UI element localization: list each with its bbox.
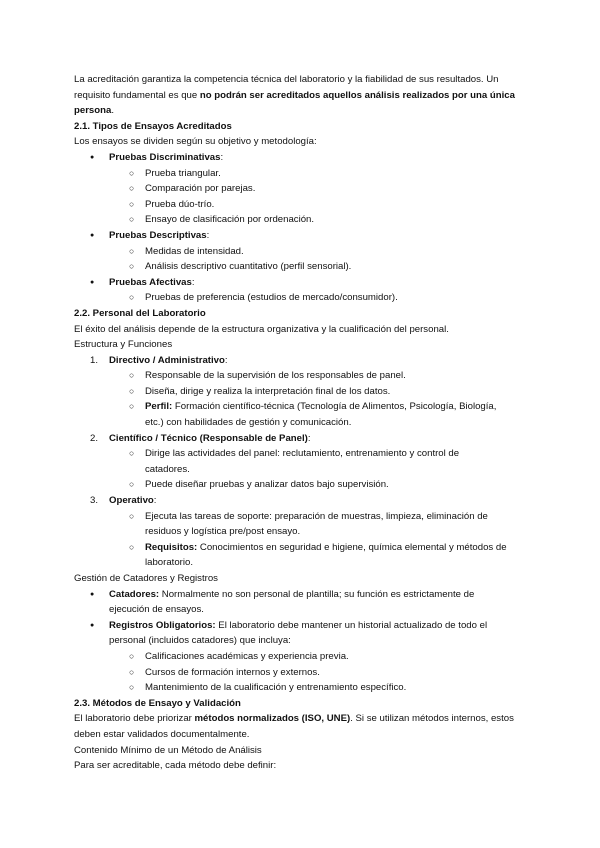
intro-line-2 <box>74 88 534 104</box>
section-heading-2-1 <box>74 119 534 135</box>
section-lead <box>74 134 534 150</box>
colon: : <box>307 432 311 444</box>
item-text: Conocimientos en seguridad e higiene, química elemental y métodos de <box>197 541 507 553</box>
item-text: Ejecuta las tareas de soporte: preparación de muestras, limpieza, eliminación de <box>145 510 488 522</box>
circle-bullet-icon: ○ <box>129 510 135 521</box>
item-label: Perfil <box>145 401 169 413</box>
item-text: residuos y logística pre/post ensayo. <box>145 526 301 538</box>
paragraph-text: . Si se utilizan métodos internos, estos <box>350 713 514 725</box>
item-label: Catadores <box>109 588 156 600</box>
circle-bullet-icon: ○ <box>129 401 135 412</box>
item-text: Prueba triangular. <box>145 167 221 179</box>
subsection-text: Contenido Mínimo de un Método de Análisis <box>74 744 262 756</box>
circle-bullet-icon: ○ <box>129 245 135 256</box>
item-text: Ensayo de clasificación por ordenación. <box>145 214 315 226</box>
item-text: Medidas de intensidad. <box>145 245 244 257</box>
item-text: Mantenimiento de la cualificación y entrenamiento específico. <box>145 682 407 694</box>
colon: : <box>153 495 157 507</box>
group-title: Pruebas Discriminativas <box>109 151 221 163</box>
list-item <box>74 150 534 166</box>
item-text: El laboratorio debe mantener un historial actualizado de todo el <box>215 619 488 631</box>
circle-bullet-icon: ○ <box>129 261 135 272</box>
item-text: laboratorio. <box>145 557 193 569</box>
item-text: Normalmente no son personal de plantilla; su función es estrictamente de <box>159 588 475 600</box>
role-title: Directivo / Administrativo <box>109 354 225 366</box>
item-text: Puede diseñar pruebas y analizar datos bajo supervisión. <box>145 479 389 491</box>
item-text: Prueba dúo-trío. <box>145 198 215 210</box>
paragraph-line <box>74 727 534 743</box>
list-item <box>74 228 534 244</box>
item-text: etc.) con habilidades de gestión y comunicación. <box>145 417 352 429</box>
heading-text: 2.3. Métodos de Ensayo y Validación <box>74 697 241 709</box>
circle-bullet-icon: ○ <box>129 385 135 396</box>
list-subitem-continuation <box>74 415 534 431</box>
intro-line-1 <box>74 72 534 88</box>
item-text: catadores. <box>145 463 190 475</box>
numbered-item <box>74 431 534 447</box>
intro-text: requisito fundamental es que <box>74 89 200 101</box>
bullet-icon: ● <box>90 621 95 629</box>
item-text: Responsable de la supervisión de los responsables de panel. <box>145 370 406 382</box>
heading-text: 2.2. Personal del Laboratorio <box>74 307 206 319</box>
item-text: personal (incluidos catadores) que incluya: <box>109 635 291 647</box>
group-title: Pruebas Afectivas <box>109 276 192 288</box>
paragraph-line <box>74 758 534 774</box>
list-subitem <box>74 680 534 696</box>
colon: : <box>224 354 228 366</box>
circle-bullet-icon: ○ <box>129 448 135 459</box>
intro-line-3 <box>74 103 534 119</box>
circle-bullet-icon: ○ <box>129 183 135 194</box>
list-subitem <box>74 212 534 228</box>
list-subitem <box>74 259 534 275</box>
paragraph-emphasis: métodos normalizados (ISO, UNE) <box>194 713 351 725</box>
circle-bullet-icon: ○ <box>129 198 135 209</box>
bullet-icon: ● <box>90 231 95 239</box>
list-item <box>74 587 534 603</box>
list-subitem <box>74 446 534 462</box>
section-lead <box>74 322 534 338</box>
item-number: 3. <box>90 495 99 507</box>
list-item <box>74 618 534 634</box>
item-label: Registros Obligatorios <box>109 619 213 631</box>
list-subitem <box>74 166 534 182</box>
bullet-icon: ● <box>90 278 95 286</box>
colon: : <box>220 151 224 163</box>
item-text: Cursos de formación internos y externos. <box>145 666 320 678</box>
list-subitem <box>74 290 534 306</box>
colon: : <box>169 401 173 413</box>
item-number: 1. <box>90 354 99 366</box>
item-text: Diseña, dirige y realiza la interpretación final de los datos. <box>145 385 391 397</box>
item-text: Análisis descriptivo cuantitativo (perfil sensorial). <box>145 261 352 273</box>
role-title: Científico / Técnico (Responsable de Panel) <box>109 432 308 444</box>
paragraph-text: El laboratorio debe priorizar <box>74 713 195 725</box>
list-subitem-continuation <box>74 555 534 571</box>
item-text: Pruebas de preferencia (estudios de mercado/consumidor). <box>145 292 398 304</box>
list-item <box>74 275 534 291</box>
subsection-title <box>74 337 534 353</box>
group-title: Pruebas Descriptivas <box>109 229 207 241</box>
colon: : <box>212 619 216 631</box>
intro-text: La acreditación garantiza la competencia técnica del laboratorio y la fiabilidad de sus resultados. Un <box>74 74 499 85</box>
circle-bullet-icon: ○ <box>129 666 135 677</box>
intro-emphasis: persona <box>74 105 112 117</box>
subsection-text: Estructura y Funciones <box>74 339 173 351</box>
colon: : <box>206 229 210 241</box>
item-number: 2. <box>90 432 99 444</box>
item-text: Formación científico-técnica (Tecnología de Alimentos, Psicología, Biología, <box>172 401 497 413</box>
circle-bullet-icon: ○ <box>129 479 135 490</box>
list-subitem <box>74 665 534 681</box>
colon: : <box>194 541 198 553</box>
list-subitem <box>74 197 534 213</box>
numbered-item <box>74 353 534 369</box>
list-item-continuation <box>74 633 534 649</box>
bullet-icon: ● <box>90 590 95 598</box>
list-subitem-continuation <box>74 524 534 540</box>
item-text: Dirige las actividades del panel: reclutamiento, entrenamiento y control de <box>145 448 460 460</box>
colon: : <box>191 276 195 288</box>
subsection-title <box>74 571 534 587</box>
role-title: Operativo <box>109 495 154 507</box>
circle-bullet-icon: ○ <box>129 370 135 381</box>
item-text: Comparación por parejas. <box>145 183 256 195</box>
item-label: Requisitos <box>145 541 195 553</box>
item-text: Calificaciones académicas y experiencia previa. <box>145 650 349 662</box>
list-subitem <box>74 384 534 400</box>
intro-text: . <box>111 105 114 117</box>
list-subitem <box>74 244 534 260</box>
paragraph-text: Para ser acreditable, cada método debe definir: <box>74 760 277 772</box>
numbered-item <box>74 493 534 509</box>
list-subitem <box>74 540 534 556</box>
document-body <box>74 72 534 774</box>
list-subitem <box>74 649 534 665</box>
circle-bullet-icon: ○ <box>129 682 135 693</box>
section-heading-2-2 <box>74 306 534 322</box>
item-text: ejecución de ensayos. <box>109 604 204 616</box>
section-heading-2-3 <box>74 696 534 712</box>
list-subitem <box>74 181 534 197</box>
bullet-icon: ● <box>90 153 95 161</box>
paragraph-text: El éxito del análisis depende de la estructura organizativa y la cualificación del personal. <box>74 323 449 335</box>
circle-bullet-icon: ○ <box>129 292 135 303</box>
list-subitem <box>74 509 534 525</box>
paragraph-text: Los ensayos se dividen según su objetivo y metodología: <box>74 136 317 148</box>
list-subitem <box>74 399 534 415</box>
list-subitem-continuation <box>74 462 534 478</box>
subsection-title <box>74 743 534 759</box>
circle-bullet-icon: ○ <box>129 650 135 661</box>
list-subitem <box>74 477 534 493</box>
circle-bullet-icon: ○ <box>129 167 135 178</box>
circle-bullet-icon: ○ <box>129 214 135 225</box>
circle-bullet-icon: ○ <box>129 541 135 552</box>
subsection-text: Gestión de Catadores y Registros <box>74 573 218 584</box>
list-item-continuation <box>74 602 534 618</box>
intro-emphasis: no podrán ser acreditados aquellos análisis realizados por una única <box>199 89 515 101</box>
heading-text: 2.1. Tipos de Ensayos Acreditados <box>74 120 232 132</box>
paragraph-line <box>74 711 534 727</box>
paragraph-text: deben estar validados documentalmente. <box>74 728 250 740</box>
colon: : <box>155 588 160 600</box>
list-subitem <box>74 368 534 384</box>
